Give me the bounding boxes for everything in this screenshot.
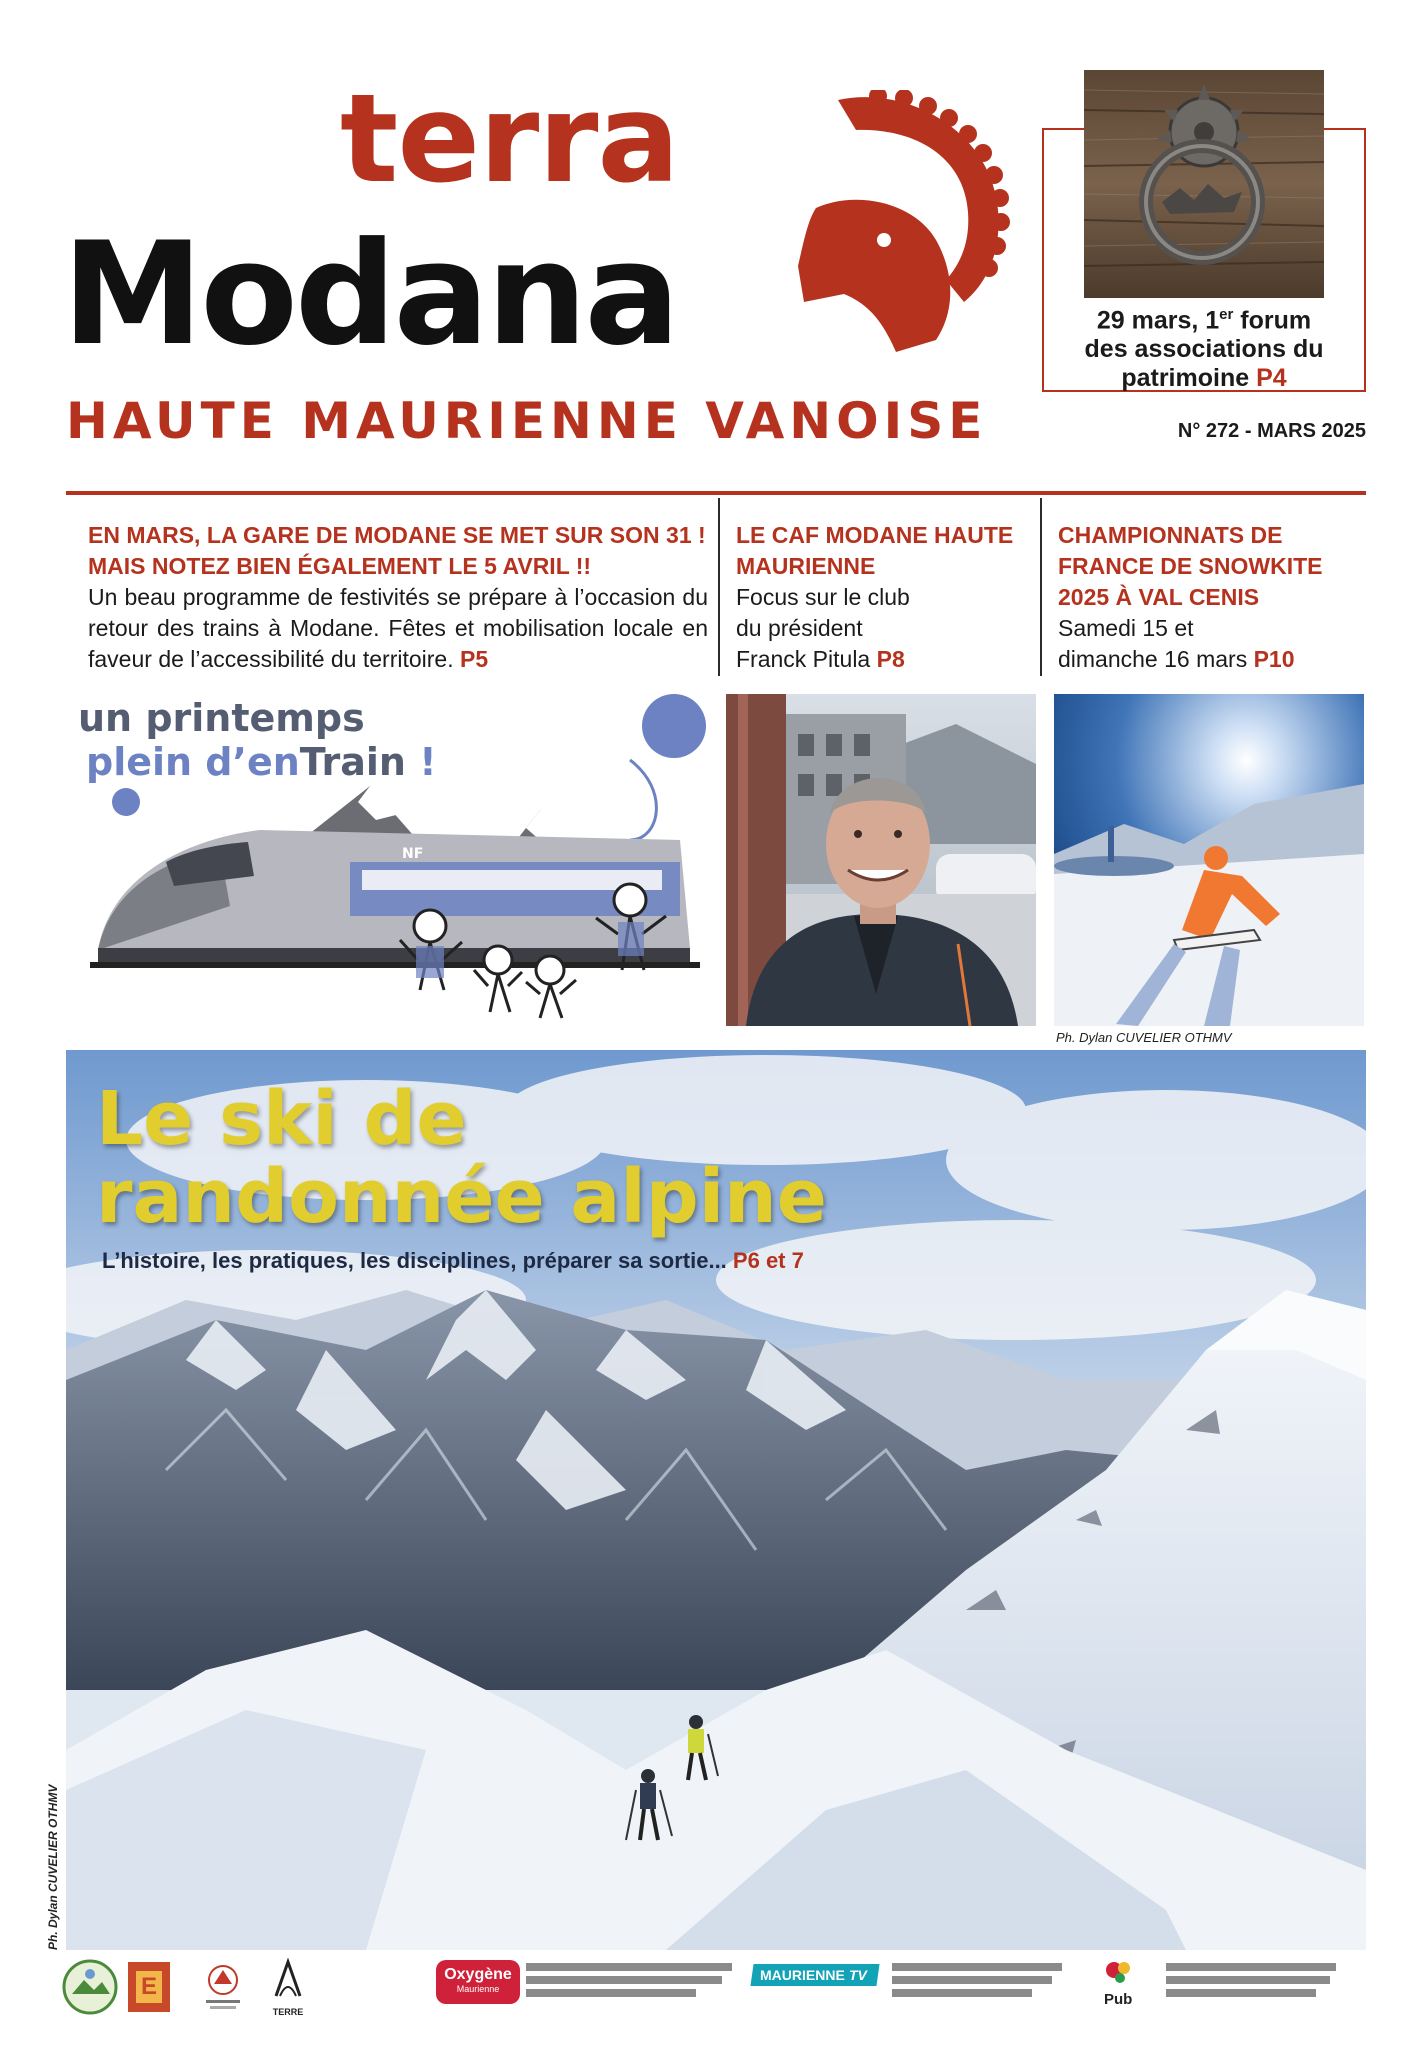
hero-title-line1: Le ski de — [96, 1076, 467, 1162]
snowkite-photo — [1054, 694, 1364, 1026]
maurienne-tv-logo[interactable] — [750, 1964, 879, 1986]
radio-oxygene-sub: Maurienne — [456, 1984, 500, 1994]
issue-number: N° 272 - MARS 2025 — [1177, 420, 1366, 442]
pub-redacted-text — [1166, 1963, 1336, 2002]
logo-terra: terra — [340, 68, 679, 210]
hero-title-line2: randonnée alpine — [96, 1154, 827, 1240]
article-body: du président — [736, 615, 863, 641]
partner-crest-logo-icon — [200, 1958, 246, 2016]
terre-logo-text: TERRE — [272, 2007, 304, 2017]
train-promo-line1: un printemps — [78, 696, 365, 740]
radio-oxygene-redacted-text — [526, 1963, 732, 2002]
pub-logo-icon — [1104, 1958, 1134, 1986]
train-promo-line2a: plein d’en — [86, 740, 300, 784]
masthead-subtitle: HAUTE MAURIENNE VANOISE — [66, 392, 988, 450]
article-body: Samedi 15 et — [1058, 615, 1194, 641]
article-teaser-caf[interactable] — [736, 520, 1036, 675]
partner-square-logo-icon — [128, 1962, 170, 2012]
article-heading: EN MARS, LA GARE DE MODANE SE MET SUR SON 31 ! — [88, 522, 706, 548]
radio-oxygene-name: Oxygène — [444, 1966, 512, 1983]
partner-round-logo-icon — [62, 1958, 118, 2016]
article-body: Franck Pitula — [736, 646, 871, 672]
article-heading: MAIS NOTEZ BIEN ÉGALEMENT LE 5 AVRIL !! — [88, 553, 592, 579]
ibex-logo-icon — [786, 90, 1016, 360]
column-divider-1 — [718, 498, 720, 676]
teaser-page-ref[interactable]: P4 — [1249, 364, 1287, 393]
maurienne-tv-suffix: TV — [848, 1967, 867, 1983]
door-knocker-photo — [1084, 70, 1324, 298]
teaser-line3: patrimoine — [1121, 364, 1250, 393]
teaser-sup: er — [1219, 306, 1234, 323]
train-illustration — [70, 690, 710, 1030]
terre-logo-icon — [258, 1958, 318, 2002]
teaser-text — [1046, 300, 1362, 393]
train-promo-line2b: Train — [299, 740, 406, 784]
hero-title — [96, 1076, 827, 1240]
hero-page-ref[interactable]: P6 et 7 — [726, 1248, 804, 1273]
article-page-ref[interactable]: P5 — [453, 646, 489, 672]
article-heading: LE CAF MODANE HAUTE MAURIENNE — [736, 522, 1014, 579]
terre-logo — [258, 1958, 318, 2016]
partner-square-logo-text: E — [136, 1971, 162, 2003]
article-body: Un beau programme de festivités se prépare à l’occasion du retour des trains à Modane. Fêtes et mobilisation locale en faveur de l’accessibilité du territoire. — [88, 584, 708, 672]
hero-subtitle-text: L’histoire, les pratiques, les disciplines, préparer sa sortie... — [102, 1248, 727, 1273]
maurienne-tv-redacted-text — [892, 1963, 1062, 2002]
article-teaser-snowkite[interactable] — [1058, 520, 1368, 675]
teaser-line2: des associations du — [1084, 335, 1324, 364]
photo-credit-small: Ph. Dylan CUVELIER OTHMV — [1056, 1030, 1232, 1045]
article-body: dimanche 16 mars — [1058, 646, 1248, 672]
article-page-ref[interactable]: P8 — [870, 646, 905, 672]
hero-photo-credit: Ph. Dylan CUVELIER OTHMV — [46, 1784, 60, 1950]
maurienne-tv-name: MAURIENNE — [760, 1967, 845, 1983]
radio-oxygene-logo[interactable] — [436, 1960, 520, 2004]
teaser-line1b: forum — [1233, 306, 1312, 335]
hero-subtitle — [102, 1248, 804, 1274]
train-loco-text: NF — [402, 846, 424, 862]
column-divider-2 — [1040, 498, 1042, 676]
teaser-line1a: 29 mars, 1 — [1096, 306, 1220, 335]
article-teaser-gare[interactable] — [88, 520, 708, 675]
portrait-photo — [726, 694, 1036, 1026]
article-heading: CHAMPIONNATS DE FRANCE DE SNOWKITE 2025 À VAL CENIS — [1058, 522, 1323, 610]
article-body: Focus sur le club — [736, 584, 910, 610]
article-page-ref[interactable]: P10 — [1247, 646, 1295, 672]
pub-logo[interactable] — [1104, 1958, 1160, 2008]
train-promo-title — [78, 696, 437, 784]
train-promo-line2c: ! — [406, 740, 437, 784]
pub-logo-text: Pub — [1104, 1991, 1133, 2008]
header-rule — [66, 491, 1366, 495]
logo-modana: Modana — [62, 212, 678, 377]
